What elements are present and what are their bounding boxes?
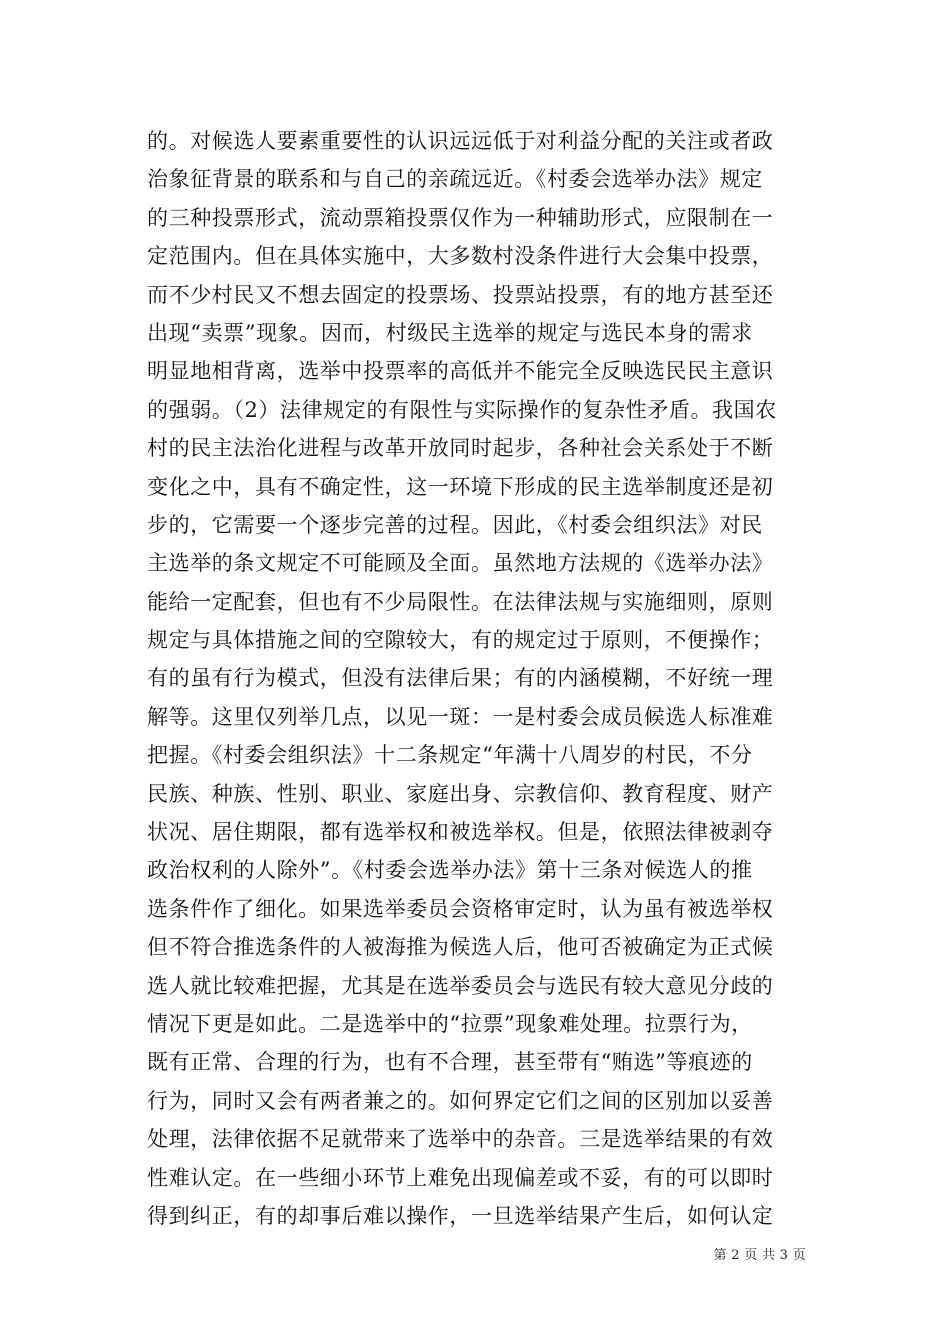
text-line-7: 明显地相背离，选举中投票率的高低并不能完全反映选民民主意识	[147, 359, 774, 384]
text-line-4: 定范围内。但在具体实施中，大多数村没条件进行大会集中投票，	[147, 244, 774, 269]
text-line-3: 的三种投票形式，流动票箱投票仅作为一种辅助形式，应限制在一	[147, 205, 774, 230]
text-line-17: 把握。《村委会组织法》十二条规定“年满十八周岁的村民，不分	[147, 743, 753, 768]
text-line-29: 得到纠正，有的却事后难以操作，一旦选举结果产生后，如何认定	[147, 1203, 774, 1228]
text-line-28: 性难认定。在一些细小环节上难免出现偏差或不妥，有的可以即时	[147, 1165, 774, 1190]
text-line-25: 既有正常、合理的行为，也有不合理，甚至带有“贿选”等痕迹的	[147, 1050, 753, 1075]
text-line-23: 选人就比较难把握，尤其是在选举委员会与选民有较大意见分歧的	[147, 973, 774, 998]
text-line-10: 变化之中，具有不确定性，这一环境下形成的民主选举制度还是初	[147, 474, 774, 499]
text-line-6: 出现“卖票”现象。因而，村级民主选举的规定与选民本身的需求	[147, 320, 753, 345]
page-number-footer: 第 2 页 共 3 页	[713, 1248, 806, 1263]
text-line-21: 选条件作了细化。如果选举委员会资格审定时，认为虽有被选举权	[147, 896, 774, 921]
text-line-9: 村的民主法治化进程与改革开放同时起步，各种社会关系处于不断	[147, 436, 774, 461]
text-line-5: 而不少村民又不想去固定的投票场、投票站投票，有的地方甚至还	[147, 282, 774, 307]
text-line-11: 步的，它需要一个逐步完善的过程。因此，《村委会组织法》对民	[147, 512, 763, 537]
text-line-24: 情况下更是如此。二是选举中的“拉票”现象难处理。拉票行为，	[147, 1011, 753, 1036]
text-line-8: 的强弱。（2）法律规定的有限性与实际操作的复杂性矛盾。我国农	[147, 397, 777, 422]
text-line-2: 治象征背景的联系和与自己的亲疏远近。《村委会选举办法》规定	[147, 167, 763, 192]
text-line-18: 民族、种族、性别、职业、家庭出身、宗教信仰、教育程度、财产	[147, 781, 774, 806]
text-line-19: 状况、居住期限，都有选举权和被选举权。但是，依照法律被剥夺	[147, 820, 774, 845]
text-line-20: 政治权利的人除外”。《村委会选举办法》第十三条对候选人的推	[147, 858, 753, 883]
text-line-15: 有的虽有行为模式，但没有法律后果；有的内涵模糊，不好统一理	[147, 666, 774, 691]
body-text	[147, 122, 807, 1235]
text-line-13: 能给一定配套，但也有不少局限性。在法律法规与实施细则，原则	[147, 589, 774, 614]
text-line-16: 解等。这里仅列举几点，以见一斑：一是村委会成员候选人标准难	[147, 704, 774, 729]
text-line-12: 主选举的条文规定不可能顾及全面。虽然地方法规的《选举办法》	[147, 551, 774, 576]
text-line-1: 的。对候选人要素重要性的认识远远低于对利益分配的关注或者政	[147, 129, 774, 153]
text-line-27: 处理，法律依据不足就带来了选举中的杂音。三是选举结果的有效	[147, 1127, 774, 1152]
text-line-14: 规定与具体措施之间的空隙较大，有的规定过于原则，不便操作；	[147, 628, 774, 653]
text-line-22: 但不符合推选条件的人被海推为候选人后，他可否被确定为正式候	[147, 935, 774, 960]
text-line-26: 行为，同时又会有两者兼之的。如何界定它们之间的区别加以妥善	[147, 1088, 774, 1113]
